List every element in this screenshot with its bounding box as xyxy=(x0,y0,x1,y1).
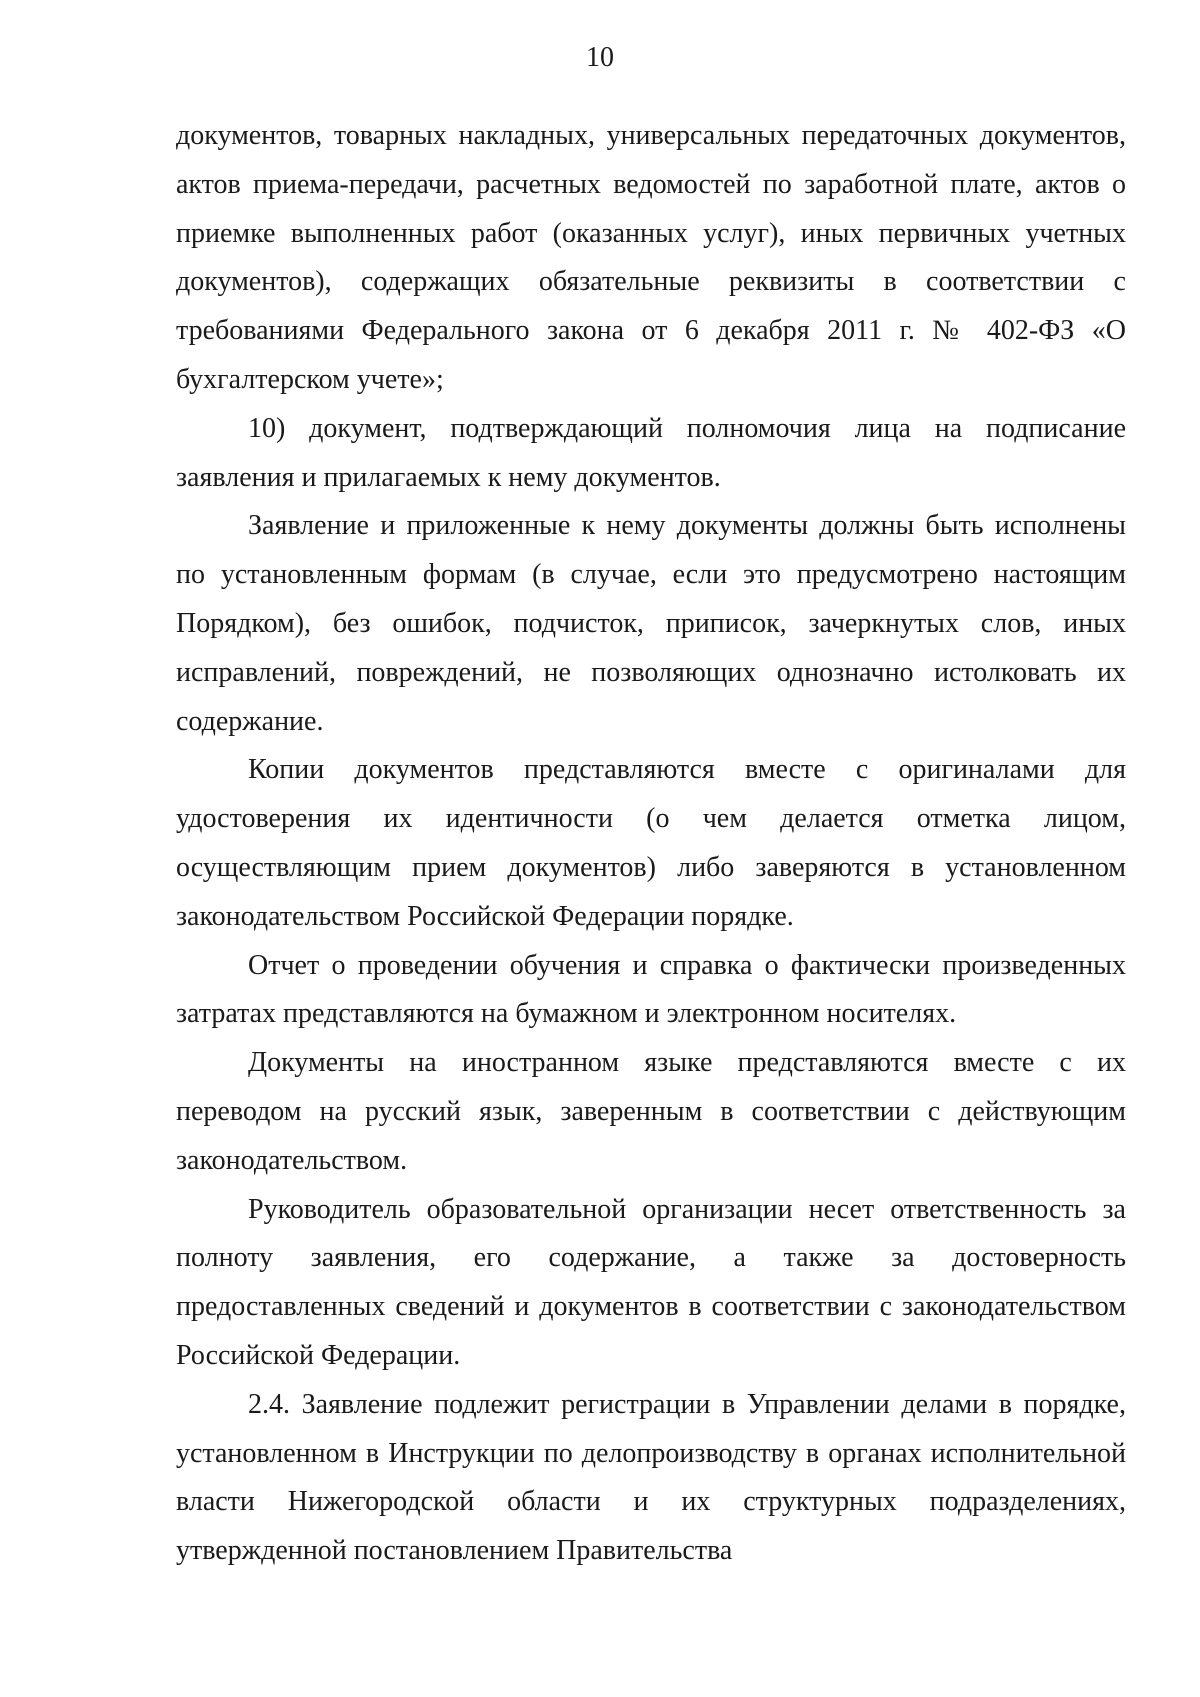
paragraph-continuation: документов, товарных накладных, универсальных передаточных документов, актов приема-передачи, расчетных ведомостей по заработной плате, актов о приемке выполненных работ (оказанных услуг), иных первичных учетных документов), содержащих обязательные реквизиты в соответствии с требованиями Федерального закона от 6 декабря 2011 г. № 402-ФЗ «О бухгалтерском учете»; xyxy=(176,120,1126,395)
paragraph-2-4-registration: 2.4. Заявление подлежит регистрации в Управлении делами в порядке, установленном в Инструкции по делопроизводству в органах исполнительной власти Нижегородской области и их структурных подразделениях, утвержденной постановлением Правительства xyxy=(176,1388,1126,1567)
paragraph-training-report: Отчет о проведении обучения и справка о фактически произведенных затратах представляются на бумажном и электронном носителях. xyxy=(176,949,1126,1030)
document-body xyxy=(176,112,1126,1576)
paragraph-document-copies: Копии документов представляются вместе с оригиналами для удостоверения их идентичности (о чем делается отметка лицом, осуществляющим прием документов) либо заверяются в установленном законодательством Российской Федерации порядке. xyxy=(176,754,1126,932)
paragraph-foreign-documents: Документы на иностранном языке представляются вместе с их переводом на русский язык, заверенным в соответствии с действующим законодательством. xyxy=(176,1047,1126,1176)
paragraph-head-responsibility: Руководитель образовательной организации несет ответственность за полноту заявления, его содержание, а также за достоверность предоставленных сведений и документов в соответствии с законодательством Российской Федерации. xyxy=(176,1193,1126,1371)
paragraph-application-requirements: Заявление и приложенные к нему документы должны быть исполнены по установленным формам (в случае, если это предусмотрено настоящим Порядком), без ошибок, подчисток, приписок, зачеркнутых слов, иных исправлений, повреждений, не позволяющих однозначно истолковать их содержание. xyxy=(176,510,1126,737)
paragraph-item-10: 10) документ, подтверждающий полномочия лица на подписание заявления и прилагаемых к нему документов. xyxy=(176,412,1126,493)
page-number: 10 xyxy=(586,42,614,73)
